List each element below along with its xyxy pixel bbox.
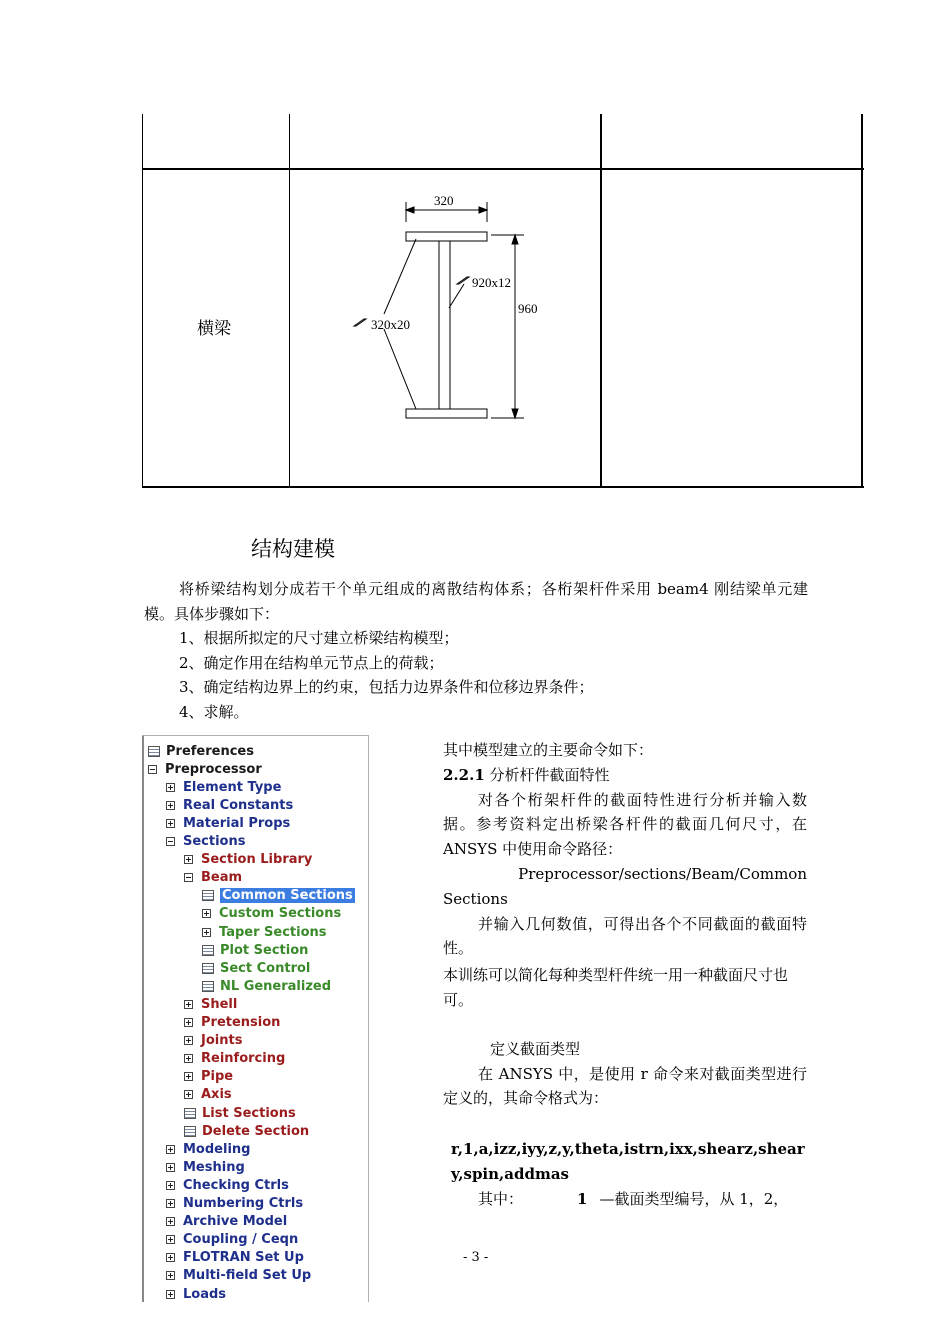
tree-item-label: Sect Control <box>220 960 311 976</box>
collapse-icon[interactable] <box>184 873 193 882</box>
i-beam-diagram <box>340 188 540 428</box>
tree-item-label: List Sections <box>202 1105 296 1121</box>
tree-item-label: Meshing <box>183 1159 245 1175</box>
tree-item-label: Beam <box>201 870 243 886</box>
tree-item[interactable] <box>166 1195 303 1213</box>
tree-item-label: Multi-field Set Up <box>183 1268 312 1284</box>
expand-icon[interactable] <box>166 783 175 792</box>
page-number: - 3 - <box>463 1250 489 1265</box>
step-4: 4、求解。 <box>179 702 249 721</box>
tree-item-label: Material Props <box>183 815 291 831</box>
p6-desc: —截面类型编号，从 1，2， <box>599 1189 789 1208</box>
step-3: 3、确定结构边界上的约束，包括力边界条件和位移边界条件； <box>179 678 594 696</box>
expand-icon[interactable] <box>166 1145 175 1154</box>
paragraph-3: 并输入几何数值，可得出各个不同截面的截面特性。 <box>443 914 807 958</box>
tree-item-label: Numbering Ctrls <box>183 1196 304 1211</box>
tree-item-label: Archive Model <box>183 1214 288 1230</box>
tree-item-label: Modeling <box>183 1141 251 1157</box>
menu-function-icon[interactable] <box>202 945 214 956</box>
p6-index: 1 <box>577 1189 588 1208</box>
tree-item-label: Custom Sections <box>219 906 342 922</box>
tree-item[interactable] <box>166 833 245 851</box>
tree-item[interactable] <box>184 851 312 869</box>
tree-item[interactable] <box>184 1032 242 1050</box>
tree-item-label: Common Sections <box>222 888 353 904</box>
collapse-icon[interactable] <box>166 837 175 846</box>
tree-item-label: FLOTRAN Set Up <box>183 1250 304 1266</box>
expand-icon[interactable] <box>166 1271 175 1280</box>
tree-item[interactable] <box>184 1104 296 1122</box>
expand-icon[interactable] <box>166 1181 175 1190</box>
collapse-icon[interactable] <box>148 765 157 774</box>
tree-item[interactable] <box>184 1122 309 1140</box>
tree-item[interactable] <box>166 1249 304 1267</box>
dim-height: 960 <box>518 301 538 316</box>
tree-item[interactable] <box>166 1231 298 1249</box>
menu-function-icon[interactable] <box>148 746 160 757</box>
tree-item[interactable] <box>166 796 293 814</box>
tree-item-label: Pipe <box>201 1069 234 1085</box>
subsection-title: 分析杆件截面特性 <box>484 765 610 784</box>
tree-item-label: Pretension <box>201 1015 281 1030</box>
tree-item[interactable] <box>148 760 262 778</box>
tree-item[interactable] <box>202 923 327 941</box>
paragraph-5: 在 ANSYS 中，是使用 r 命令来对截面类型进行定义的，其命令格式为： <box>443 1064 807 1108</box>
tree-item[interactable] <box>166 1140 250 1158</box>
tree-item[interactable] <box>184 1050 285 1068</box>
expand-icon[interactable] <box>166 1235 175 1244</box>
tree-item[interactable] <box>202 977 331 995</box>
command-path-1: Preprocessor/sections/Beam/Common <box>518 864 807 883</box>
dim-width: 320 <box>434 193 454 208</box>
tree-item[interactable] <box>184 995 237 1013</box>
menu-function-icon[interactable] <box>202 890 214 901</box>
tree-item[interactable] <box>166 1213 287 1231</box>
expand-icon[interactable] <box>166 1199 175 1208</box>
tree-item-label: NL Generalized <box>220 978 332 994</box>
expand-icon[interactable] <box>166 819 175 828</box>
tree-item[interactable] <box>202 905 341 923</box>
tree-item[interactable] <box>148 742 254 760</box>
tree-item-label: Shell <box>201 996 238 1012</box>
r-command-format: r,1,a,izz,iyy,z,y,theta,istrn,ixx,shearz,sheary,spin,addmas <box>451 1140 805 1183</box>
tree-item-label: Loads <box>183 1286 227 1302</box>
subsection-number: 2.2.1 <box>443 765 485 784</box>
expand-icon[interactable] <box>184 1072 193 1081</box>
tree-item-label: Joints <box>201 1033 243 1049</box>
expand-icon[interactable] <box>184 1000 193 1009</box>
expand-icon[interactable] <box>202 928 211 937</box>
dim-web: 920x12 <box>472 275 511 290</box>
expand-icon[interactable] <box>184 1054 193 1063</box>
right-column-text <box>443 738 807 1212</box>
subsection-heading <box>443 763 807 788</box>
tree-item-label: Element Type <box>183 779 282 795</box>
tree-item[interactable] <box>166 778 281 796</box>
tree-item-label: Plot Section <box>220 942 309 958</box>
tree-item-label: Sections <box>183 834 246 849</box>
tree-item[interactable] <box>202 941 308 959</box>
tree-item-label: Preprocessor <box>165 761 262 777</box>
menu-function-icon[interactable] <box>202 981 214 992</box>
expand-icon[interactable] <box>166 1163 175 1172</box>
tree-item[interactable] <box>202 887 355 905</box>
tree-item[interactable] <box>166 1158 245 1176</box>
expand-icon[interactable] <box>166 1217 175 1226</box>
tree-item[interactable] <box>166 814 290 832</box>
tree-item-label: Section Library <box>201 852 313 868</box>
command-path-2: Sections <box>443 889 508 908</box>
tree-item-label: Preferences <box>166 743 254 759</box>
tree-item[interactable] <box>202 959 310 977</box>
section-title: 结构建模 <box>251 537 335 561</box>
menu-function-icon[interactable] <box>184 1126 196 1137</box>
tree-item-label: Axis <box>201 1087 232 1103</box>
step-2: 2、确定作用在结构单元节点上的荷载； <box>179 653 444 672</box>
define-section-heading: 定义截面类型 <box>490 1039 581 1058</box>
row-label: 横梁 <box>197 319 231 339</box>
expand-icon[interactable] <box>166 1253 175 1262</box>
tree-item[interactable] <box>166 1176 289 1194</box>
p6-lead: 其中： <box>478 1189 524 1208</box>
tree-item-label: Taper Sections <box>219 924 327 940</box>
tree-item[interactable] <box>166 1285 226 1302</box>
expand-icon[interactable] <box>166 801 175 810</box>
tree-item-label: Delete Section <box>202 1123 310 1139</box>
menu-function-icon[interactable] <box>184 1108 196 1119</box>
tree-item[interactable] <box>184 869 242 887</box>
tree-item-label: Real Constants <box>183 797 294 813</box>
tree-item-label: Reinforcing <box>201 1051 286 1067</box>
menu-function-icon[interactable] <box>202 963 214 974</box>
tree-item-label: Coupling / Ceqn <box>183 1232 299 1248</box>
intro-text <box>144 577 808 724</box>
tree-item[interactable] <box>166 1267 311 1285</box>
expand-icon[interactable] <box>184 855 193 864</box>
expand-icon[interactable] <box>184 1036 193 1045</box>
expand-icon[interactable] <box>184 1090 193 1099</box>
step-1: 1、根据所拟定的尺寸建立桥梁结构模型； <box>179 629 459 647</box>
ansys-menu-tree <box>142 735 369 1302</box>
tree-item[interactable] <box>184 1068 233 1086</box>
dim-flange: 320x20 <box>371 317 410 332</box>
expand-icon[interactable] <box>184 1018 193 1027</box>
tree-item[interactable] <box>184 1014 280 1032</box>
commands-intro: 其中模型建立的主要命令如下： <box>443 741 654 759</box>
intro-paragraph: 将桥梁结构划分成若干个单元组成的离散结构体系；各桁架杆件采用 beam4 刚结梁单元建模。具体步骤如下： <box>144 580 808 623</box>
paragraph-4: 本训练可以简化每种类型杆件统一用一种截面尺寸也可。 <box>443 966 789 1009</box>
expand-icon[interactable] <box>166 1290 175 1299</box>
paragraph-2: 对各个桁架杆件的截面特性进行分析并输入数据。参考资料定出桥梁各杆件的截面几何尺寸，在 ANSYS 中使用命令路径： <box>443 790 807 859</box>
expand-icon[interactable] <box>202 909 211 918</box>
tree-item[interactable] <box>184 1086 232 1104</box>
paragraph-6 <box>443 1187 807 1212</box>
tree-item-label: Checking Ctrls <box>183 1177 289 1193</box>
